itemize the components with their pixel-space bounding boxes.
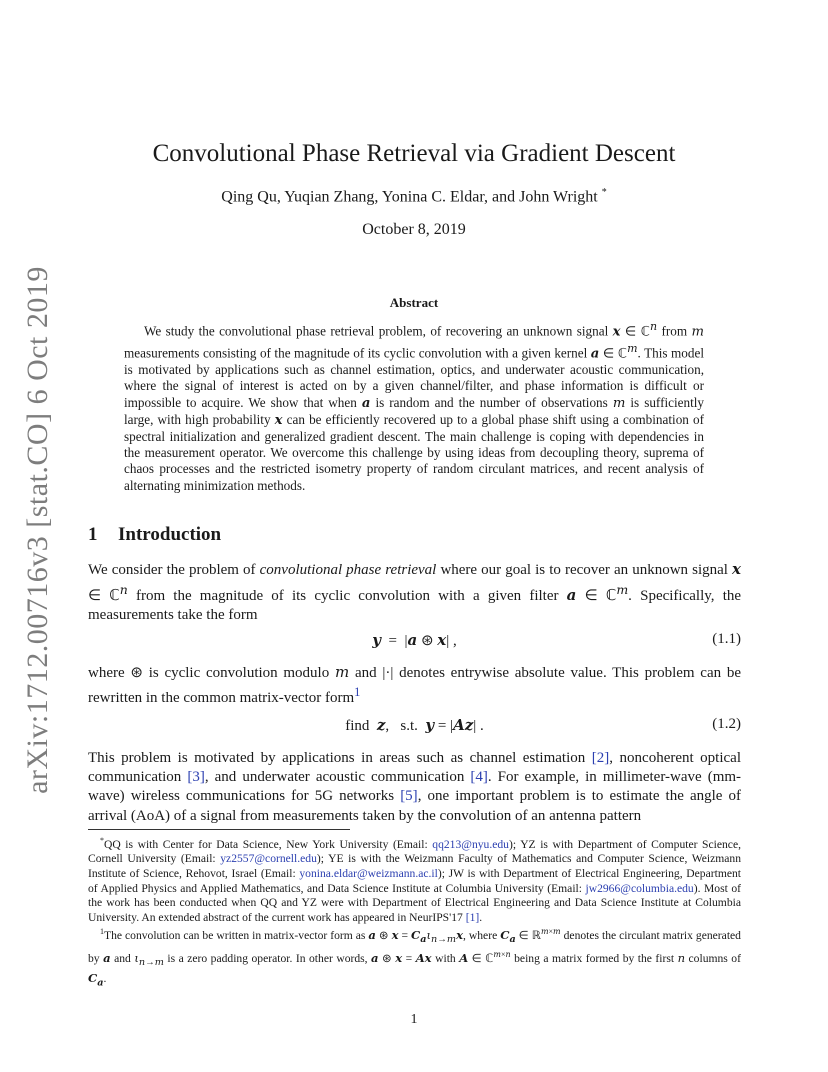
author-footnote-mark: * (601, 187, 607, 198)
section-heading-introduction (88, 524, 221, 546)
intro-paragraph-1: We consider the problem of convolutional phase retrieval where our goal is to recover an unknown signal x ∈ ℂ$^n$ from the magnitude of its cyclic convolution with a given filter a ∈ ℂ$^m$. Specifically, the measurements take the form (88, 560, 742, 624)
page-number: 1 (410, 1012, 418, 1027)
equation-1-2 (88, 716, 741, 736)
paper-title: Convolutional Phase Retrieval via Gradient Descent (152, 140, 676, 167)
citation-5[interactable]: [5] (400, 788, 418, 805)
email-link-yz[interactable]: yz2557@cornell.edu (220, 852, 317, 866)
footnote-ref-1[interactable]: 1 (354, 685, 361, 700)
intro-paragraph-2: where ⊛ is cyclic convolution modulo m and |·| denotes entrywise absolute value. This problem can be rewritten in the common matrix-vector form$^1$ (88, 663, 742, 707)
abstract-body: We study the convolutional phase retrieval problem, of recovering an unknown signal x ∈ ℂ$^n$ from m measurements consisting of the magnitude of its cyclic convolution with a given kernel a ∈ ℂ$^m$. This model is motivated by applications such as channel estimation, optics, and underwater acoustic communication, where the signal of interest is acted on by a given channel/filter, and phase information is difficult or impossible to acquire. We show that when a is random and the number of observations m is sufficiently large, with high probability x can be efficiently recovered up to a global phase shift using a combination of spectral initialization and generalized gradient descent. The main challenge is coping with dependencies in the measurement operator. We overcome this challenge by using ideas from decoupling theory, suprema of chaos processes and the restricted isometry property of random circulant matrices, and recent analysis of alternating minimization methods. (124, 320, 705, 493)
equation-number: (1.1) (712, 631, 741, 647)
footnotes (88, 834, 741, 991)
author-names: Qing Qu, Yuqian Zhang, Yonina C. Eldar, and John Wright (221, 188, 598, 206)
equation-expression: find z, s.t. y = |Az| . (345, 716, 484, 734)
author-list (88, 187, 740, 206)
citation-2[interactable]: [2] (591, 750, 610, 766)
email-link-qq[interactable]: qq213@nyu.edu (432, 837, 509, 851)
equation-expression: y = |a ⊛ x| , (372, 631, 457, 649)
footnote-divider (88, 829, 350, 830)
citation-1[interactable]: [1] (465, 910, 480, 924)
footnote-1: $^1$The convolution can be written in matrix-vector form as a ⊛ $x = C_a\iota_{n\to m}x$, where $C_a$ ∈ ℝ$^{m\times m}$ denotes the circulant matrix generated by a and $\iota_{n\to m}$ is a zero padding operator. In other words, a ⊛ x = Ax with A ∈ ℂ$^{m\times n}$ being a matrix formed by the first n columns of $C_a$. (88, 927, 741, 989)
equation-1-1 (88, 631, 741, 651)
section-title: Introduction (118, 524, 222, 545)
email-link-ye[interactable]: yonina.eldar@weizmann.ac.il (299, 867, 438, 881)
citation-3[interactable]: [3] (187, 769, 205, 786)
citation-4[interactable]: [4] (470, 769, 488, 786)
equation-number: (1.2) (712, 716, 741, 732)
intro-paragraph-3: This problem is motivated by applications in areas such as channel estimation [2], noncoherent optical communication [3], and underwater acoustic communication [4]. For example, in millimeter-wave (mm-wave) wireless communications for 5G networks [5], one important problem is to estimate the angle of arrival (AoA) of a signal from measurements taken by the convolution of an antenna pattern (88, 750, 742, 824)
abstract-heading: Abstract (389, 295, 439, 310)
arxiv-stamp: arXiv:1712.00716v3 [stat.CO] 6 Oct 2019 (21, 266, 54, 794)
email-link-jw[interactable]: jw2966@columbia.edu (585, 881, 694, 895)
section-number: 1 (88, 524, 98, 545)
footnote-affiliations: *QQ is with Center for Data Science, New York University (Email: qq213@nyu.edu); YZ is with Department of Computer Science, Cornell University (Email: yz2557@cornell.edu); YE is with the Weizmann Faculty of Mathematics and Computer Science, Weizmann Institute of Science, Rehovot, Israel (Email: yonina.eldar@weizmann.ac.il); JW is with Department of Electrical Engineering, Department of Applied Physics and Applied Mathematics, and Data Science Institute at Columbia University (Email: jw2966@columbia.edu). Most of the work has been conducted when QQ and YZ were with Department of Electrical Engineering and Data Science Institute at Columbia University. An extended abstract of the current work has appeared in NeurIPS'17 [1]. (88, 836, 742, 924)
paper-date: October 8, 2019 (362, 221, 466, 238)
